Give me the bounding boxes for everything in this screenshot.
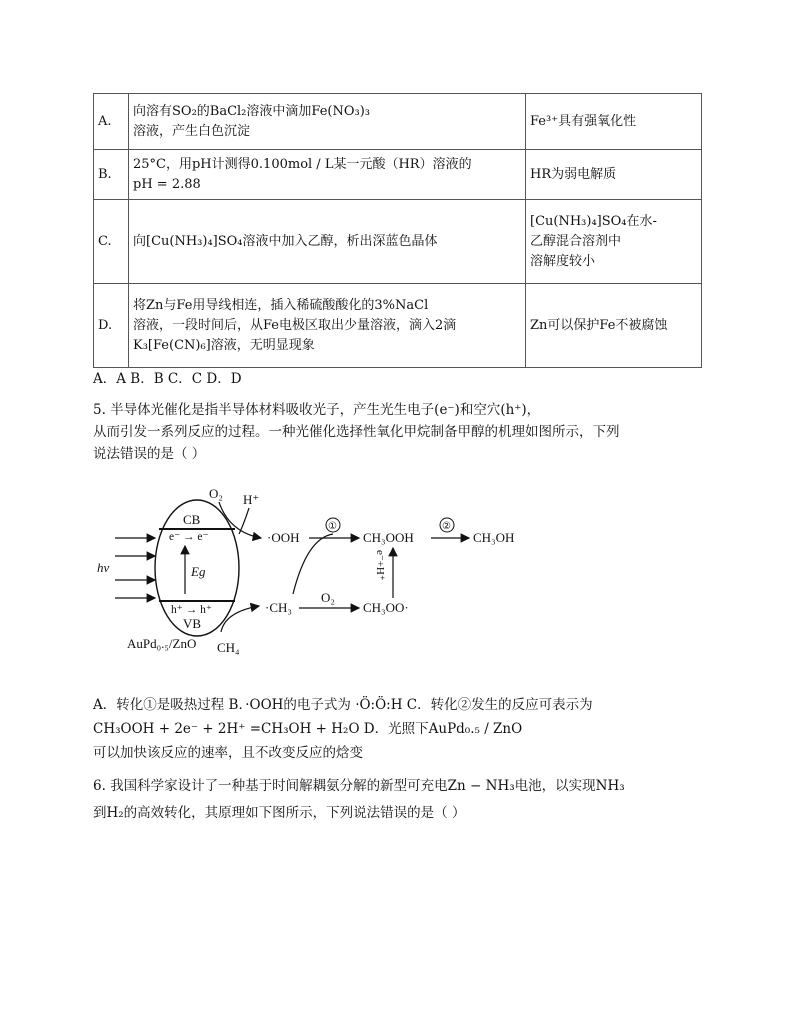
h-plus-top: H⁺	[243, 492, 260, 507]
table-row	[94, 200, 702, 284]
cell-line: 溶液，产生白色沉淀	[133, 123, 251, 139]
row-label: B.	[94, 150, 129, 200]
ch3-radical: ·CH₃	[265, 600, 292, 615]
cell-line: pH = 2.88	[133, 176, 201, 192]
operation-cell	[129, 284, 526, 368]
catalyst-label: AuPd₀.₅/ZnO	[127, 636, 197, 651]
row-label: A.	[94, 94, 129, 150]
ch3ooh-label: CH₃OOH	[363, 530, 414, 545]
operation-cell	[129, 94, 526, 150]
electron-transfer: e⁻ → e⁻	[169, 531, 209, 543]
cell-line: 溶液，一段时间后，从Fe电极区取出少量溶液，滴入2滴	[133, 317, 457, 333]
cell-line: K₃[Fe(CN)₆]溶液，无明显现象	[133, 337, 315, 353]
q6-stem-line: 6. 我国科学家设计了一种基于时间解耦氨分解的新型可充电Zn − NH₃电池，以实现NH₃	[93, 778, 625, 794]
conclusion-cell	[526, 284, 702, 368]
operation-cell	[129, 150, 526, 200]
row-label: D.	[94, 284, 129, 368]
conclusion-cell	[526, 200, 702, 284]
conclusion-cell	[526, 94, 702, 150]
vertical-label: e⁻+H⁺	[374, 550, 386, 581]
cell-line: 乙醇混合溶剂中	[530, 233, 622, 249]
ch3oo-label: CH₃OO·	[363, 600, 409, 615]
q5-stem-line: 5. 半导体光催化是指半导体材料吸收光子，产生光生电子(e⁻)和空穴(h⁺)，	[93, 402, 541, 418]
cell-line: Zn可以保护Fe不被腐蚀	[530, 317, 668, 333]
ooh-radical: ·OOH	[267, 530, 300, 545]
cell-line: 向溶有SO₂的BaCl₂溶液中滴加Fe(NO₃)₃	[133, 103, 370, 119]
table-row	[94, 150, 702, 200]
o2-mid: O₂	[321, 590, 335, 605]
q6-stem-line: 到H₂的高效转化，其原理如下图所示，下列说法错误的是（ ）	[93, 805, 466, 821]
cell-line: [Cu(NH₃)₄]SO₄在水-	[530, 213, 657, 229]
q5-options-line: A．转化①是吸热过程 B．·OOH的电子式为 ·Ö:Ö:H C．转化②发生的反应可表示为	[93, 697, 593, 713]
q5-stem-line: 说法错误的是（ ）	[93, 446, 206, 462]
hole-transfer: h⁺ → h⁺	[171, 604, 212, 616]
conclusion-cell	[526, 150, 702, 200]
cell-line: HR为弱电解质	[530, 166, 617, 182]
ch4-oxidation-arrow	[221, 606, 259, 632]
cell-line: 25°C，用pH计测得0.100mol / L某一元酸（HR）溶液的	[133, 156, 472, 172]
photocatalysis-mechanism-diagram	[93, 482, 533, 657]
step2-label: ②	[442, 521, 451, 532]
step1-label: ①	[328, 521, 337, 532]
options-table	[93, 93, 702, 368]
cb-band	[159, 528, 235, 530]
h-plus-arrow	[239, 508, 249, 534]
o2-top: O₂	[209, 486, 223, 501]
eg-label: Eg	[191, 564, 206, 579]
q4-options: A．A B．B C．C D．D	[93, 371, 242, 387]
cb-label: CB	[183, 512, 201, 527]
cell-line: Fe³⁺具有强氧化性	[530, 113, 637, 129]
cell-line: 溶解度较小	[530, 253, 596, 269]
ch3oh-label: CH₃OH	[473, 530, 515, 545]
hv-label: hν	[97, 560, 110, 575]
vb-label: VB	[183, 616, 202, 631]
row-label: C.	[94, 200, 129, 284]
cell-line: 将Zn与Fe用导线相连，插入稀硫酸酸化的3%NaCl	[133, 297, 429, 313]
q5-stem-line: 从而引发一系列反应的过程。一种光催化选择性氧化甲烷制备甲醇的机理如图所示，下列	[93, 424, 620, 440]
operation-cell	[129, 200, 526, 284]
ch4-label: CH₄	[217, 640, 240, 655]
table-row	[94, 94, 702, 150]
vb-band	[159, 600, 235, 602]
table-row	[94, 284, 702, 368]
q5-options-line: CH₃OOH + 2e⁻ + 2H⁺ =CH₃OH + H₂O D．光照下AuPd₀.₅ / ZnO	[93, 721, 523, 737]
cell-line: 向[Cu(NH₃)₄]SO₄溶液中加入乙醇，析出深蓝色晶体	[133, 233, 438, 249]
q5-options-line: 可以加快该反应的速率，且不改变反应的焓变	[93, 745, 363, 761]
